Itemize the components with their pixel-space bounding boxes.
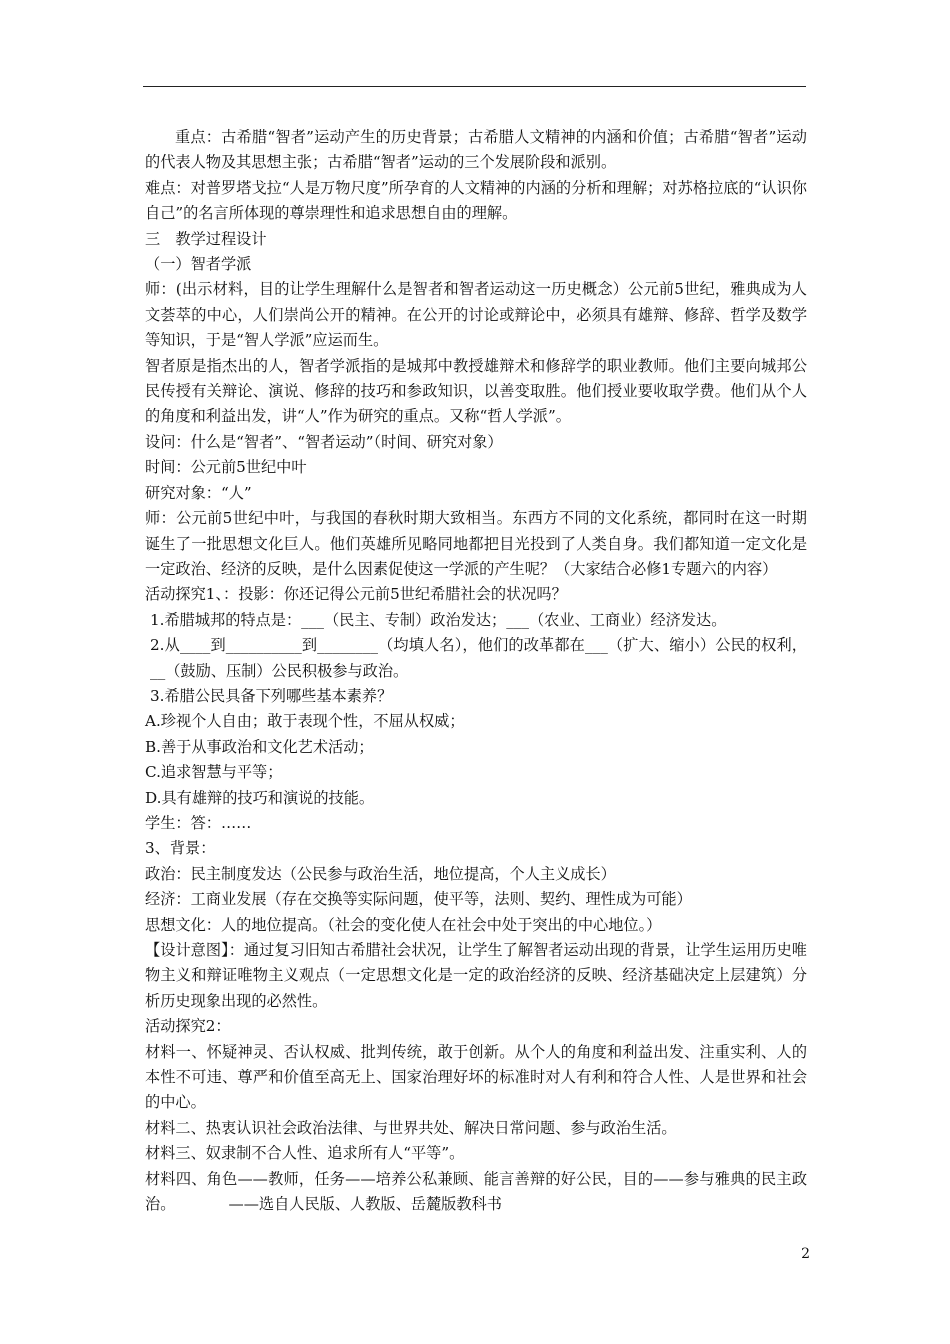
material-paragraph: 材料四、角色——教师，任务——培养公私兼顾、能言善辩的好公民，目的——参与雅典的民主政治。 ——选自人民版、人教版、岳麓版教科书: [145, 1169, 807, 1214]
key-points-paragraph: 重点：古希腊“智者”运动产生的历史背景；古希腊人文精神的内涵和价值；古希腊“智者”运动的代表人物及其思想主张；古希腊“智者”运动的三个发展阶段和派别。: [145, 128, 807, 172]
page-number: 2: [801, 1246, 810, 1262]
question-item: 1.希腊城邦的特点是：___（民主、专制）政治发达；___（农业、工商业）经济发达。: [150, 610, 727, 629]
material-paragraph: 材料二、热衷认识社会政治法律、与世界共处、解决日常问题、参与政治生活。: [145, 1118, 677, 1137]
option-item: A.珍视个人自由；敢于表现个性，不屈从权威；: [145, 712, 465, 731]
material-paragraph: 材料三、奴隶制不合人性、追求所有人“平等”。: [145, 1144, 465, 1163]
paragraph: 师：公元前5世纪中叶，与我国的春秋时期大致相当。东西方不同的文化系统，都同时在这一时期诞生了一批思想文化巨人。他们英雄所见略同地都把目光投到了人类自身。我们都知道一定文化是一定政治、经济的反映，是什么因素促使这一学派的产生呢？（大家结合必修1专题六的内容）: [145, 509, 807, 578]
document-body: [145, 125, 807, 1217]
paragraph: 智者原是指杰出的人，智者学派指的是城邦中教授雄辩术和修辞学的职业教师。他们主要向城邦公民传授有关辩论、演说、修辞的技巧和参政知识，以善变取胜。他们授业要收取学费。他们从个人的角度和利益出发，讲“人”作为研究的重点。又称“哲人学派”。: [145, 356, 807, 426]
paragraph: 政治：民主制度发达（公民参与政治生活，地位提高，个人主义成长）: [145, 864, 616, 883]
difficult-points-paragraph: 难点：对普罗塔戈拉“人是万物尺度”所孕育的人文精神的内涵的分析和理解；对苏格拉底的“认识你自己”的名言所体现的尊崇理性和追求思想自由的理解。: [145, 178, 807, 223]
question-item: 2.从____到__________到________（均填人名），他们的改革都在___（扩大、缩小）公民的权利，__（鼓励、压制）公民积极参与政治。: [150, 636, 807, 680]
option-item: C.追求智慧与平等；: [145, 763, 283, 782]
option-item: D.具有雄辩的技巧和演说的技能。: [145, 788, 375, 807]
header-rule: [143, 86, 806, 87]
paragraph: 学生：答：……: [145, 813, 252, 832]
paragraph: 研究对象：“人”: [145, 483, 252, 502]
activity-heading: 活动探究1、：投影：你还记得公元前5世纪希腊社会的状况吗？: [145, 585, 567, 604]
design-intent-paragraph: 【设计意图】：通过复习旧知古希腊社会状况，让学生了解智者运动出现的背景，让学生运用历史唯物主义和辩证唯物主义观点（一定思想文化是一定的政治经济的反映、经济基础决定上层建筑）分析历史现象出现的必然性。: [145, 941, 807, 1010]
activity-heading: 活动探究2：: [145, 1017, 231, 1036]
paragraph: 3、背景：: [145, 839, 216, 858]
paragraph: 设问：什么是“智者”、“智者运动”（时间、研究对象）: [145, 432, 503, 451]
subsection-heading: （一）智者学派: [145, 255, 252, 274]
question-item: 3.希腊公民具备下列哪些基本素养？: [150, 686, 393, 705]
material-paragraph: 材料一、怀疑神灵、否认权威、批判传统，敢于创新。从个人的角度和利益出发、注重实利、人的本性不可违、尊严和价值至高无上、国家治理好坏的标准时对人有利和符合人性、人是世界和社会的中心。: [145, 1042, 807, 1112]
paragraph: 思想文化：人的地位提高。（社会的变化使人在社会中处于突出的中心地位。）: [145, 915, 662, 934]
paragraph: 时间：公元前5世纪中叶: [145, 458, 307, 477]
paragraph: 师：(出示材料，目的让学生理解什么是智者和智者运动这一历史概念）公元前5世纪，雅典成为人文荟萃的中心，人们崇尚公开的精神。在公开的讨论或辩论中，必须具有雄辩、修辞、哲学及数学等知识，于是“智人学派”应运而生。: [145, 280, 807, 350]
section-heading: 三 教学过程设计: [145, 229, 267, 248]
paragraph: 经济：工商业发展（存在交换等实际问题，使平等，法则、契约、理性成为可能）: [145, 890, 692, 909]
option-item: B.善于从事政治和文化艺术活动；: [145, 737, 374, 756]
